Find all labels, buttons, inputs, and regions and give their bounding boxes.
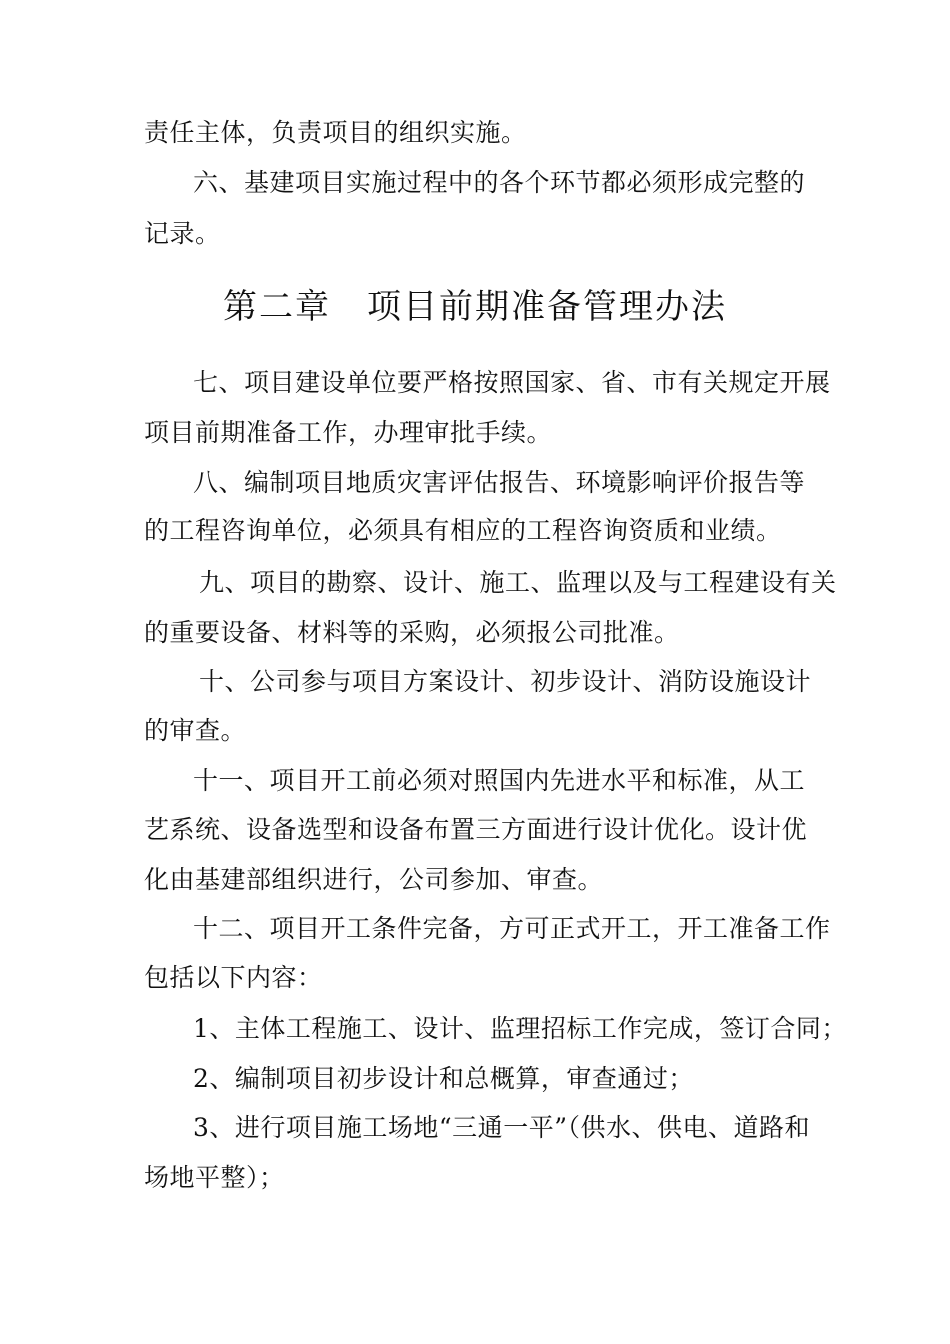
list-item: 2、编制项目初步设计和总概算，审查通过； bbox=[193, 1064, 694, 1093]
paragraph-line: 化由基建部组织进行，公司参加、审查。 bbox=[144, 865, 604, 894]
paragraph-line: 七、项目建设单位要严格按照国家、省、市有关规定开展 bbox=[193, 368, 831, 397]
paragraph-line: 十、公司参与项目方案设计、初步设计、消防设施设计 bbox=[199, 667, 812, 696]
chapter-heading: 第二章 项目前期准备管理办法 bbox=[223, 287, 727, 327]
paragraph-line: 记录。 bbox=[144, 219, 221, 248]
paragraph-line: 十一、项目开工前必须对照国内先进水平和标准，从工 bbox=[193, 766, 806, 795]
paragraph-line: 十二、项目开工条件完备，方可正式开工，开工准备工作 bbox=[193, 914, 831, 943]
paragraph-line: 六、基建项目实施过程中的各个环节都必须形成完整的 bbox=[193, 168, 806, 197]
paragraph-line: 包括以下内容： bbox=[144, 963, 323, 992]
paragraph-line: 的重要设备、材料等的采购，必须报公司批准。 bbox=[144, 618, 680, 647]
paragraph-line: 的审查。 bbox=[144, 716, 247, 745]
paragraph-line: 艺系统、设备选型和设备布置三方面进行设计优化。设计优 bbox=[144, 815, 808, 844]
list-item: 3、进行项目施工场地“三通一平”（供水、供电、道路和 bbox=[193, 1113, 810, 1142]
paragraph-line: 场地平整）； bbox=[144, 1163, 285, 1192]
list-item: 1、主体工程施工、设计、监理招标工作完成，签订合同； bbox=[193, 1014, 847, 1043]
paragraph-line: 责任主体，负责项目的组织实施。 bbox=[144, 118, 527, 147]
paragraph-line: 九、项目的勘察、设计、施工、监理以及与工程建设有关 bbox=[199, 568, 837, 597]
paragraph-line: 的工程咨询单位，必须具有相应的工程咨询资质和业绩。 bbox=[144, 516, 782, 545]
paragraph-line: 八、编制项目地质灾害评估报告、环境影响评价报告等 bbox=[193, 468, 806, 497]
paragraph-line: 项目前期准备工作，办理审批手续。 bbox=[144, 418, 553, 447]
